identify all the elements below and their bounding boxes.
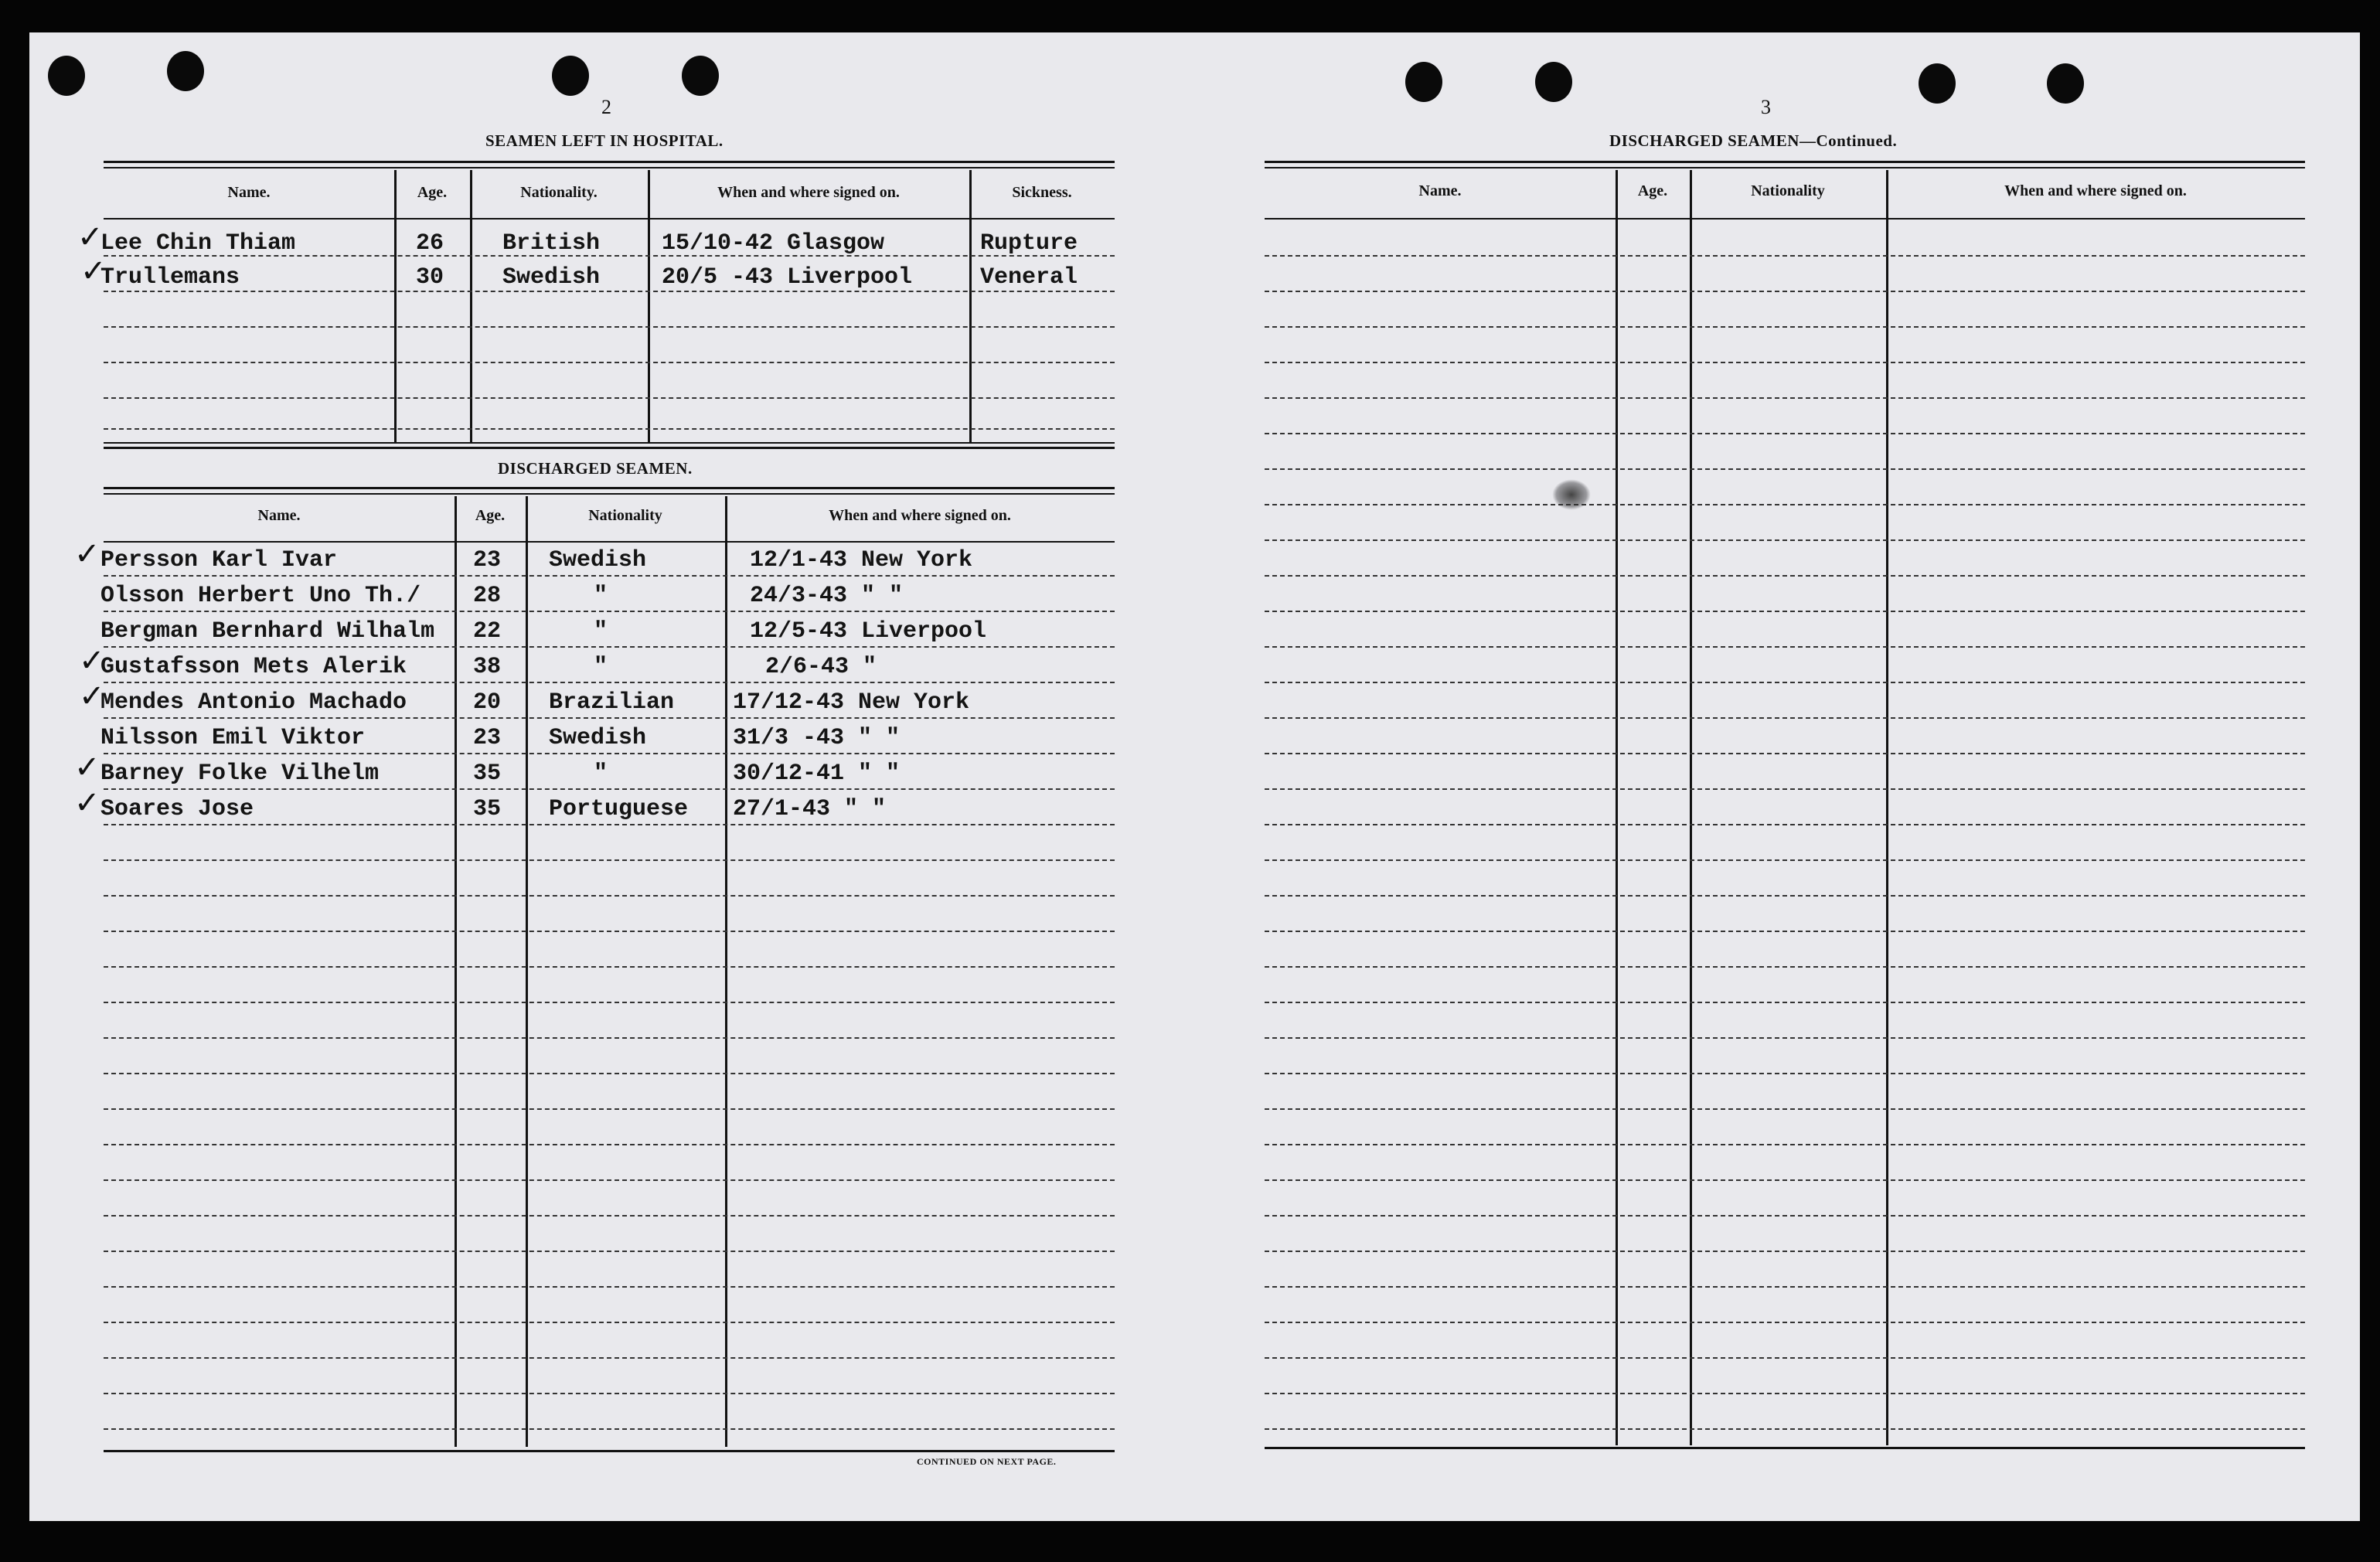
- seaman-nationality: Swedish: [549, 547, 647, 573]
- ruled-line: [1265, 575, 2305, 577]
- ruled-line: [1265, 966, 2305, 968]
- col-header-name: Name.: [1418, 182, 1462, 199]
- ruled-line: [1265, 1144, 2305, 1145]
- seaman-age: 22: [473, 618, 502, 645]
- seaman-age: 35: [473, 761, 502, 787]
- seaman-name: Gustafsson Mets Alerik: [100, 654, 407, 680]
- ruled-line: [1265, 1393, 2305, 1394]
- ruled-line: [1265, 433, 2305, 434]
- form-sheet: [29, 32, 2360, 1521]
- punch-hole: [48, 56, 85, 96]
- signed-on: 17/12-43 New York: [733, 689, 970, 716]
- ruled-line: [1265, 1286, 2305, 1288]
- signed-on: 12/1-43 New York: [750, 547, 973, 573]
- ruled-line: [1265, 539, 2305, 541]
- ruled-line: [104, 1251, 1115, 1252]
- seaman-nationality: ": [594, 618, 608, 645]
- seaman-nationality: ": [594, 761, 608, 787]
- ruled-line: [1265, 931, 2305, 932]
- ruled-line: [104, 931, 1115, 932]
- ruled-line: [104, 1286, 1115, 1288]
- ruled-line: [1265, 824, 2305, 825]
- ruled-line: [104, 859, 1115, 861]
- sickness: Rupture: [980, 230, 1078, 257]
- col-header-signed-on: When and where signed on.: [829, 507, 1011, 524]
- ruled-line: [104, 1144, 1115, 1145]
- ruled-line: [1265, 255, 2305, 257]
- ruled-line: [104, 1357, 1115, 1359]
- col-header-nationality: Nationality.: [520, 184, 598, 201]
- ruled-line: [1265, 468, 2305, 470]
- signed-on: 12/5-43 Liverpool: [750, 618, 987, 645]
- ruled-line: [104, 788, 1115, 790]
- discharged-section-title: DISCHARGED SEAMEN.: [498, 459, 693, 478]
- seaman-name: Lee Chin Thiam: [100, 230, 296, 257]
- check-mark: ✓: [79, 679, 105, 714]
- ruled-line: [104, 1428, 1115, 1430]
- col-header-age: Age.: [417, 184, 448, 201]
- page-number: 3: [1761, 96, 1771, 118]
- check-mark: ✓: [80, 254, 107, 289]
- col-header-sickness: Sickness.: [1012, 184, 1072, 201]
- seaman-nationality: Brazilian: [549, 689, 675, 716]
- ruled-line: [104, 1215, 1115, 1217]
- punch-hole: [2047, 63, 2084, 104]
- ruled-line: [1265, 397, 2305, 399]
- punch-hole: [1535, 62, 1572, 102]
- continued-footer: CONTINUED ON NEXT PAGE.: [917, 1456, 1057, 1467]
- ruled-line: [1265, 1073, 2305, 1074]
- check-mark: ✓: [74, 536, 100, 572]
- smudge-mark: [1552, 479, 1591, 510]
- ruled-line: [104, 753, 1115, 754]
- punch-hole: [682, 56, 719, 96]
- ruled-line: [1265, 682, 2305, 683]
- seaman-nationality: Swedish: [502, 264, 601, 291]
- seaman-nationality: ": [594, 583, 608, 609]
- seaman-name: Nilsson Emil Viktor: [100, 725, 366, 751]
- seaman-age: 20: [473, 689, 502, 716]
- ruled-line: [1265, 859, 2305, 861]
- continued-section-title: DISCHARGED SEAMEN—Continued.: [1609, 131, 1898, 150]
- ruled-line: [104, 1179, 1115, 1181]
- signed-on: 15/10-42 Glasgow: [662, 230, 885, 257]
- ruled-line: [1265, 717, 2305, 719]
- seaman-name: Trullemans: [100, 264, 240, 291]
- ruled-line: [104, 1322, 1115, 1323]
- seaman-age: 26: [416, 230, 444, 257]
- ruled-line: [1265, 326, 2305, 328]
- signed-on: 24/3-43 " ": [750, 583, 904, 609]
- ruled-line: [104, 824, 1115, 825]
- seaman-age: 23: [473, 547, 502, 573]
- check-mark: ✓: [74, 750, 100, 785]
- signed-on: 27/1-43 " ": [733, 796, 887, 822]
- col-header-name: Name.: [257, 507, 301, 524]
- signed-on: 31/3 -43 " ": [733, 725, 901, 751]
- ruled-line: [104, 1393, 1115, 1394]
- seaman-age: 38: [473, 654, 502, 680]
- seaman-nationality: Portuguese: [549, 796, 689, 822]
- ruled-line: [104, 1108, 1115, 1110]
- ruled-line: [104, 1073, 1115, 1074]
- punch-hole: [552, 56, 589, 96]
- ruled-line: [1265, 753, 2305, 754]
- ruled-line: [1265, 1357, 2305, 1359]
- ruled-line: [1265, 1002, 2305, 1003]
- col-header-name: Name.: [227, 184, 271, 201]
- page-number: 2: [601, 96, 611, 118]
- ruled-line: [104, 575, 1115, 577]
- ruled-line: [1265, 895, 2305, 897]
- ruled-line: [104, 895, 1115, 897]
- ruled-line: [104, 646, 1115, 648]
- ruled-line: [1265, 1251, 2305, 1252]
- seaman-age: 35: [473, 796, 502, 822]
- col-header-signed-on: When and where signed on.: [2004, 182, 2187, 199]
- punch-hole: [1405, 62, 1442, 102]
- ruled-line: [104, 1037, 1115, 1039]
- seaman-name: Mendes Antonio Machado: [100, 689, 407, 716]
- ruled-line: [104, 717, 1115, 719]
- seaman-name: Soares Jose: [100, 796, 254, 822]
- check-mark: ✓: [74, 785, 100, 821]
- col-header-nationality: Nationality: [1751, 182, 1825, 199]
- seaman-nationality: Swedish: [549, 725, 647, 751]
- col-header-age: Age.: [475, 507, 506, 524]
- col-header-nationality: Nationality: [588, 507, 662, 524]
- punch-hole: [1919, 63, 1956, 104]
- punch-hole: [167, 51, 204, 91]
- ruled-line: [1265, 1322, 2305, 1323]
- ruled-line: [1265, 1179, 2305, 1181]
- seaman-age: 23: [473, 725, 502, 751]
- ruled-line: [104, 682, 1115, 683]
- sickness: Veneral: [980, 264, 1078, 291]
- col-header-age: Age.: [1637, 182, 1668, 199]
- seaman-name: Olsson Herbert Uno Th./: [100, 583, 421, 609]
- ruled-line: [104, 611, 1115, 612]
- ruled-line: [1265, 291, 2305, 292]
- seaman-age: 30: [416, 264, 444, 291]
- seaman-name: Persson Karl Ivar: [100, 547, 338, 573]
- seaman-name: Barney Folke Vilhelm: [100, 761, 380, 787]
- signed-on: 30/12-41 " ": [733, 761, 901, 787]
- seaman-nationality: British: [502, 230, 601, 257]
- check-mark: ✓: [77, 219, 104, 255]
- ruled-line: [1265, 611, 2305, 612]
- ruled-line: [1265, 646, 2305, 648]
- ruled-line: [1265, 788, 2305, 790]
- ruled-line: [104, 1002, 1115, 1003]
- check-mark: ✓: [79, 643, 105, 679]
- ruled-line: [1265, 504, 2305, 505]
- seaman-name: Bergman Bernhard Wilhalm: [100, 618, 435, 645]
- ruled-line: [1265, 1108, 2305, 1110]
- ruled-line: [1265, 362, 2305, 363]
- ruled-line: [104, 966, 1115, 968]
- signed-on: 20/5 -43 Liverpool: [662, 264, 913, 291]
- signed-on: 2/6-43 ": [765, 654, 877, 680]
- col-header-signed-on: When and where signed on.: [717, 184, 900, 201]
- ruled-line: [1265, 1215, 2305, 1217]
- seaman-age: 28: [473, 583, 502, 609]
- ruled-line: [1265, 1037, 2305, 1039]
- ruled-line: [1265, 1428, 2305, 1430]
- seaman-nationality: ": [594, 654, 608, 680]
- hospital-section-title: SEAMEN LEFT IN HOSPITAL.: [485, 131, 724, 150]
